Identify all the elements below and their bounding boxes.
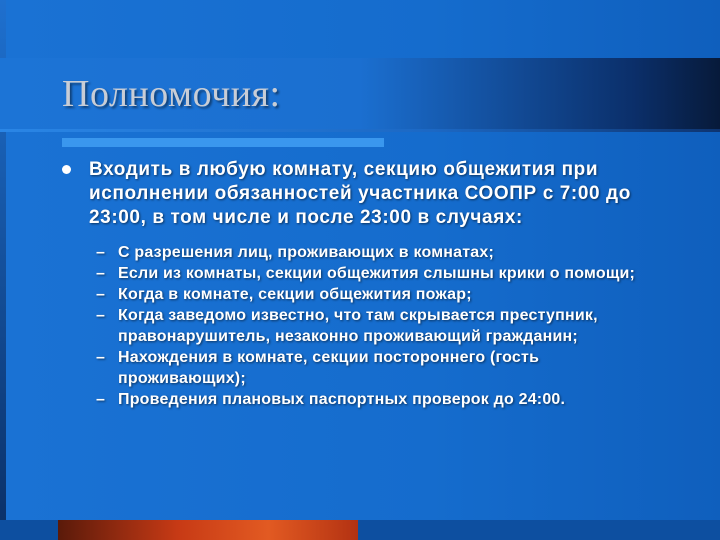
sub-bullet-item [96, 347, 656, 389]
main-bullet-text: Входить в любую комнату, секцию общежития при исполнении обязанностей участника СООПР с 7:00 до 23:00, в том числе и после 23:00 в случаях: [89, 159, 631, 228]
sub-bullet-text: Проведения плановых паспортных проверок до 24:00. [118, 391, 566, 408]
dash-icon: – [96, 349, 105, 366]
title-underline [62, 138, 384, 147]
dash-icon: – [96, 391, 105, 408]
bottom-red-accent [58, 520, 358, 540]
dash-icon: – [96, 265, 105, 282]
dash-icon: – [96, 307, 105, 324]
sub-bullet-text: С разрешения лиц, проживающих в комнатах; [118, 244, 494, 261]
sub-bullet-text: Когда в комнате, секции общежития пожар; [118, 286, 472, 303]
sub-bullet-item [96, 305, 656, 347]
dash-icon: – [96, 286, 105, 303]
sub-bullet-list [96, 242, 656, 410]
sub-bullet-item [96, 242, 656, 263]
slide-content [62, 158, 672, 410]
sub-bullet-item [96, 284, 656, 305]
sub-bullet-text: Нахождения в комнате, секции постороннего (гость проживающих); [118, 349, 540, 387]
sub-bullet-item [96, 263, 656, 284]
bullet-dot-icon [62, 165, 71, 174]
sub-bullet-text: Когда заведомо известно, что там скрывается преступник, правонарушитель, незаконно проживающий гражданин; [118, 307, 598, 345]
main-bullet [62, 158, 672, 230]
dash-icon: – [96, 244, 105, 261]
sub-bullet-text: Если из комнаты, секции общежития слышны крики о помощи; [118, 265, 636, 282]
sub-bullet-item [96, 389, 656, 410]
slide-title: Полномочия: [62, 73, 281, 115]
